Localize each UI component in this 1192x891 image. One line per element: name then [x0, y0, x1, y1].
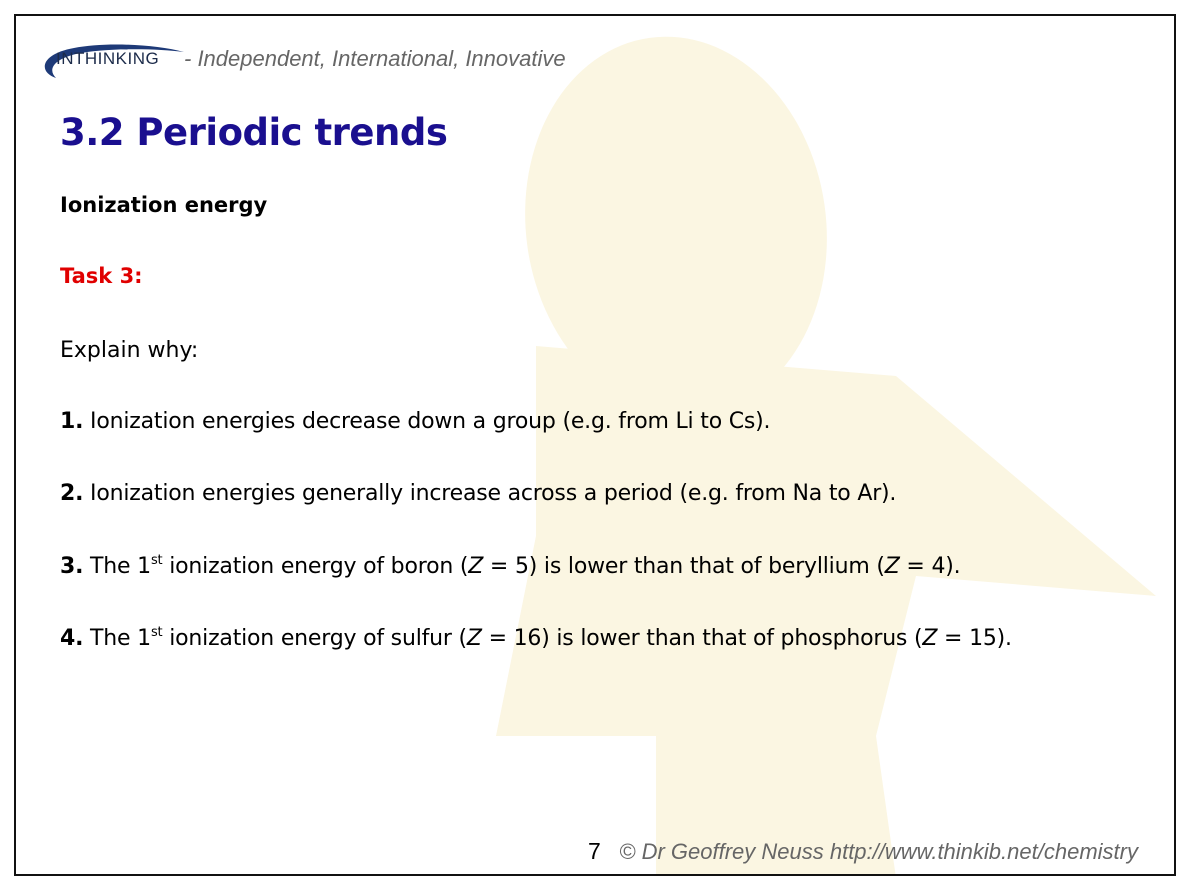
task-label: Task 3:: [60, 264, 143, 288]
item-text-end: = 15).: [937, 626, 1012, 651]
item-text-pre: The 1: [83, 626, 151, 651]
atomic-number-symbol: Z: [466, 626, 482, 651]
item-number: 1.: [60, 409, 84, 434]
copyright-text: © Dr Geoffrey Neuss http://www.thinkib.net/chemistry: [619, 839, 1138, 864]
slide: [14, 14, 1176, 876]
atomic-number-symbol: Z: [468, 554, 484, 579]
item-number: 4.: [60, 626, 84, 651]
page-number: 7: [588, 838, 601, 864]
item-text-pre: The 1: [83, 554, 151, 579]
tagline: - Independent, International, Innovative: [184, 46, 566, 71]
atomic-number-symbol: Z: [922, 626, 938, 651]
list-item-2: [60, 481, 896, 506]
subheading: Ionization energy: [60, 193, 268, 217]
list-item-4: [60, 626, 1012, 651]
item-text-mid: ionization energy of boron (: [162, 554, 469, 579]
item-number: 3.: [60, 554, 84, 579]
item-text-mid: ionization energy of sulfur (: [162, 626, 467, 651]
item-text-mid: = 16) is lower than that of phosphorus (: [481, 626, 923, 651]
list-item-1: [60, 409, 770, 434]
item-text-end: = 4).: [899, 554, 961, 579]
item-text-mid: = 5) is lower than that of beryllium (: [483, 554, 885, 579]
ordinal-suffix: st: [150, 625, 163, 640]
item-text: Ionization energies generally increase across a period (e.g. from Na to Ar).: [83, 481, 897, 506]
intro-text: Explain why:: [60, 338, 199, 363]
logo-text: INTHINKING: [56, 49, 160, 68]
atomic-number-symbol: Z: [884, 554, 900, 579]
ordinal-suffix: st: [150, 553, 163, 568]
page-title: 3.2 Periodic trends: [60, 111, 448, 154]
list-item-3: [60, 554, 960, 579]
item-number: 2.: [60, 481, 84, 506]
item-text: Ionization energies decrease down a group (e.g. from Li to Cs).: [83, 409, 771, 434]
footer: [588, 838, 1138, 865]
